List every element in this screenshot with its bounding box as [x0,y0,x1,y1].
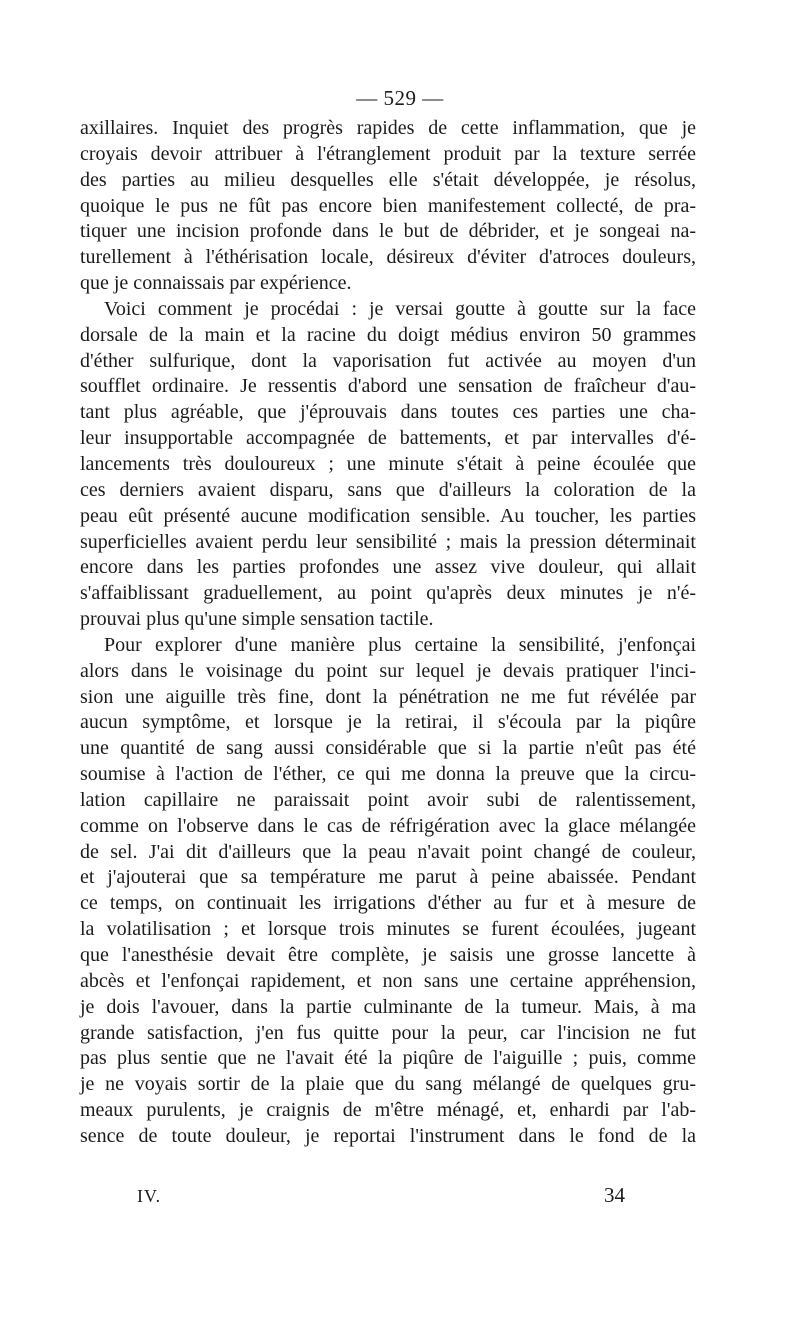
text-line: ce temps, on continuait les irrigations d'éther au fur et à mesure de [80,892,696,915]
text-line: et j'ajouterai que sa température me parut à peine abaissée. Pendant [80,866,696,889]
text-line: Voici comment je procédai : je versai goutte à goutte sur la face [104,297,696,320]
page-number: — 529 — [356,86,444,110]
text-line: tant plus agréable, que j'éprouvais dans toutes ces parties une cha- [80,401,696,424]
text-line: la volatilisation ; et lorsque trois minutes se furent écoulées, jugeant [80,918,696,941]
text-line: meaux purulents, je craignis de m'être ménagé, et, enhardi par l'ab- [80,1099,696,1122]
text-line: soufflet ordinaire. Je ressentis d'abord une sensation de fraîcheur d'au- [80,375,696,398]
text-line: sion une aiguille très fine, dont la pénétration ne me fut révélée par [80,685,696,708]
text-line: ces derniers avaient disparu, sans que d'ailleurs la coloration de la [80,478,696,501]
text-line: tiquer une incision profonde dans le but de débrider, et je songeai na- [80,220,696,243]
text-line: dorsale de la main et la racine du doigt médius environ 50 grammes [80,323,696,346]
text-line: croyais devoir attribuer à l'étranglement produit par la texture serrée [80,142,696,165]
text-line: que l'anesthésie devait être complète, je saisis une grosse lancette à [80,944,696,966]
text-line: sence de toute douleur, je reportai l'instrument dans le fond de la [80,1124,696,1147]
text-line: superficielles avaient perdu leur sensibilité ; mais la pression déterminait [80,530,696,553]
text-line: axillaires. Inquiet des progrès rapides de cette inflammation, que je [80,117,696,139]
text-line: grande satisfaction, j'en fus quitte pour la peur, car l'incision ne fut [80,1021,696,1044]
text-line: d'éther sulfurique, dont la vaporisation fut activée au moyen d'un [80,349,696,372]
text-line: une quantité de sang aussi considérable que si la partie n'eût pas été [80,737,696,760]
text-line: pas plus sentie que ne l'avait été la piqûre de l'aiguille ; puis, comme [80,1047,696,1070]
signature-mark: IV. [137,1186,162,1206]
body-text [80,116,696,1150]
text-line: s'affaiblissant graduellement, au point qu'après deux minutes je n'é- [80,582,696,605]
text-line: comme on l'observe dans le cas de réfrigération avec la glace mélangée [80,814,696,837]
text-line: Pour explorer d'une manière plus certaine la sensibilité, j'enfonçai [104,633,696,656]
text-line: aucun symptôme, et lorsque je la retirai, il s'écoula par la piqûre [80,711,696,734]
text-line: je ne voyais sortir de la plaie que du sang mélangé de quelques gru- [80,1073,696,1096]
text-line: leur insupportable accompagnée de battements, et par intervalles d'é- [80,427,696,450]
text-line: turellement à l'éthérisation locale, désireux d'éviter d'atroces douleurs, [80,246,696,269]
text-line: quoique le pus ne fût pas encore bien manifestement collecté, de pra- [80,194,696,217]
text-line: prouvai plus qu'une simple sensation tactile. [80,608,434,631]
sheet-number: 34 [604,1183,625,1207]
text-line: abcès et l'enfonçai rapidement, et non sans une certaine appréhension, [80,969,696,992]
text-line: de sel. J'ai dit d'ailleurs que la peau n'avait point changé de couleur, [80,840,696,863]
text-line: peau eût présenté aucune modification sensible. Au toucher, les parties [80,504,696,527]
text-line: que je connaissais par expérience. [80,272,352,295]
text-line: lancements très douloureux ; une minute s'était à peine écoulée que [80,452,696,475]
text-line: encore dans les parties profondes une assez vive douleur, qui allait [80,556,696,579]
text-line: soumise à l'action de l'éther, ce qui me donna la preuve que la circu- [80,763,696,786]
text-line: lation capillaire ne paraissait point avoir subi de ralentissement, [80,788,696,811]
text-line: des parties au milieu desquelles elle s'était développée, je résolus, [80,168,696,191]
text-line: je dois l'avouer, dans la partie culminante de la tumeur. Mais, à ma [80,995,696,1018]
text-line: alors dans le voisinage du point sur lequel je devais pratiquer l'inci- [80,659,696,682]
